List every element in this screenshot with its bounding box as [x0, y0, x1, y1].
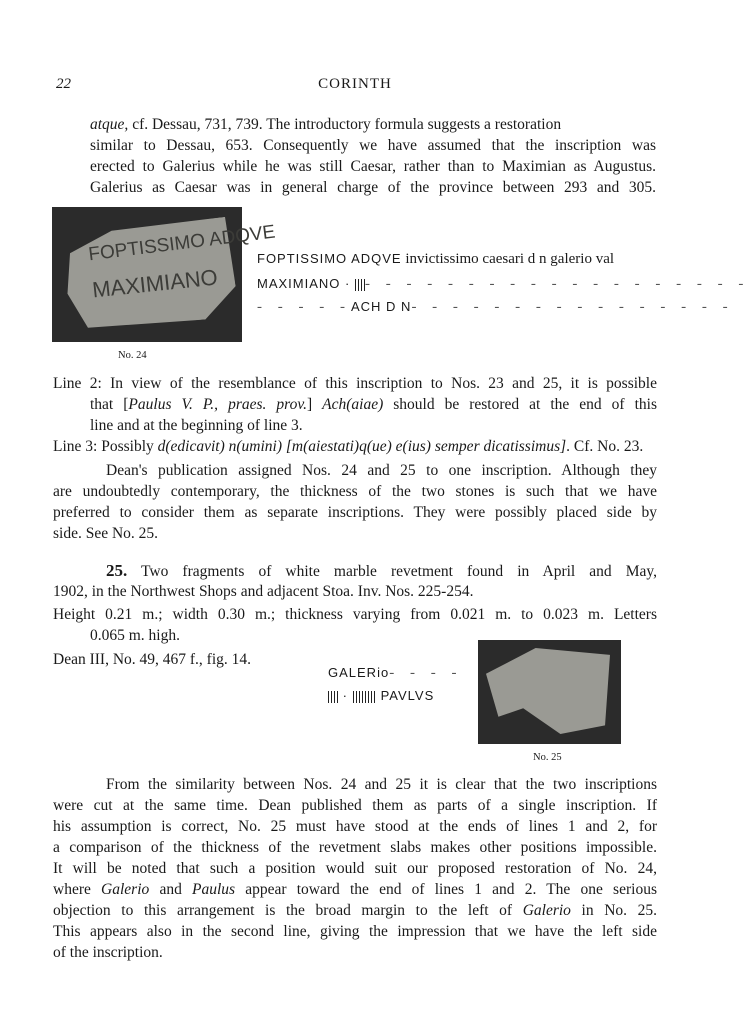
reading24-line1: FOPTISSIMO ADQVE invictissimo caesari d n galerio val: [257, 251, 615, 267]
para1-line4: Galerius as Caesar was in general charge of the province between 293 and 305.: [90, 179, 656, 196]
note24-line1: Line 2: In view of the resemblance of this inscription to Nos. 23 and 25, it is possible: [53, 375, 657, 392]
page-number: 22: [56, 76, 71, 92]
para3-line7: objection to this arrangement is the broad margin to the left of Galerio in No. 25.: [53, 902, 657, 919]
para2-line2: are undoubtedly contemporary, the thickness of the two stones is such that we have: [53, 483, 657, 500]
para2-line4: side. See No. 25.: [53, 525, 159, 542]
running-head: CORINTH: [318, 76, 392, 92]
para3-line4: a comparison of the thickness of the revetment slabs makes other positions impossible.: [53, 839, 657, 856]
reading24-line2: MAXIMIANO · - - - - - - - - - - - - - - - - - - -: [257, 276, 749, 292]
stone-lettering-1: FOPTISSIMO ADQVE: [87, 221, 277, 266]
entry25-line5: Dean III, No. 49, 467 f., fig. 14.: [53, 651, 252, 668]
para1-line2: similar to Dessau, 653. Consequently we have assumed that the inscription was: [90, 137, 656, 154]
reading24-line3: - - - - -ACH D N- - - - - - - - - - - - - - - -: [257, 299, 734, 315]
entry25-line2: 1902, in the Northwest Shops and adjacent Stoa. Inv. Nos. 225-254.: [53, 583, 474, 600]
note24-line3: line and at the beginning of line 3.: [90, 417, 303, 434]
note24-line4: Line 3: Possibly d(edicavit) n(umini) [m(aiestati)q(ue) e(ius) semper dicatissimus]. Cf. No. 23.: [53, 438, 644, 455]
para2-line3: preferred to consider them as separate inscriptions. They were possibly placed side by: [53, 504, 657, 521]
para1-line1: atque, cf. Dessau, 731, 739. The introductory formula suggests a restoration: [90, 116, 562, 133]
reading25-line1: GALERio- - - -: [328, 665, 463, 681]
entry25-line4: 0.065 m. high.: [90, 627, 180, 644]
para3-line3: his assumption is correct, No. 25 must have stood at the ends of lines 1 and 2, for: [53, 818, 657, 835]
caption-no25: No. 25: [533, 752, 562, 763]
para3-line1: From the similarity between Nos. 24 and 25 it is clear that the two inscriptions: [106, 776, 657, 793]
para3-line6: where Galerio and Paulus appear toward the end of lines 1 and 2. The one serious: [53, 881, 657, 898]
entry25-line1: 25. Two fragments of white marble revetment found in April and May,: [106, 561, 657, 580]
stone-fragment: [486, 648, 610, 734]
inscription-25-photo: [478, 640, 621, 744]
para3-line8: This appears also in the second line, giving the impression that we have the left side: [53, 923, 657, 940]
para3-line9: of the inscription.: [53, 944, 163, 961]
entry25-line3: Height 0.21 m.; width 0.30 m.; thickness varying from 0.021 m. to 0.023 m. Letters: [53, 606, 657, 623]
caption-no24: No. 24: [118, 350, 147, 361]
stone-lettering-2: MAXIMIANO: [90, 264, 219, 303]
reading25-line2: · PAVLVS: [328, 688, 434, 705]
inscription-24-photo: [52, 207, 277, 342]
para3-line5: It will be noted that such a position would suit our proposed restoration of No. 24,: [53, 860, 657, 877]
note24-line2: that [Paulus V. P., praes. prov.] Ach(aiae) should be restored at the end of this: [90, 396, 657, 413]
para2-line1: Dean's publication assigned Nos. 24 and 25 to one inscription. Although they: [106, 462, 657, 479]
para1-line3: erected to Galerius while he was still Caesar, rather than to Maximian as Augustus.: [90, 158, 656, 175]
para3-line2: were cut at the same time. Dean published them as parts of a single inscription. If: [53, 797, 657, 814]
